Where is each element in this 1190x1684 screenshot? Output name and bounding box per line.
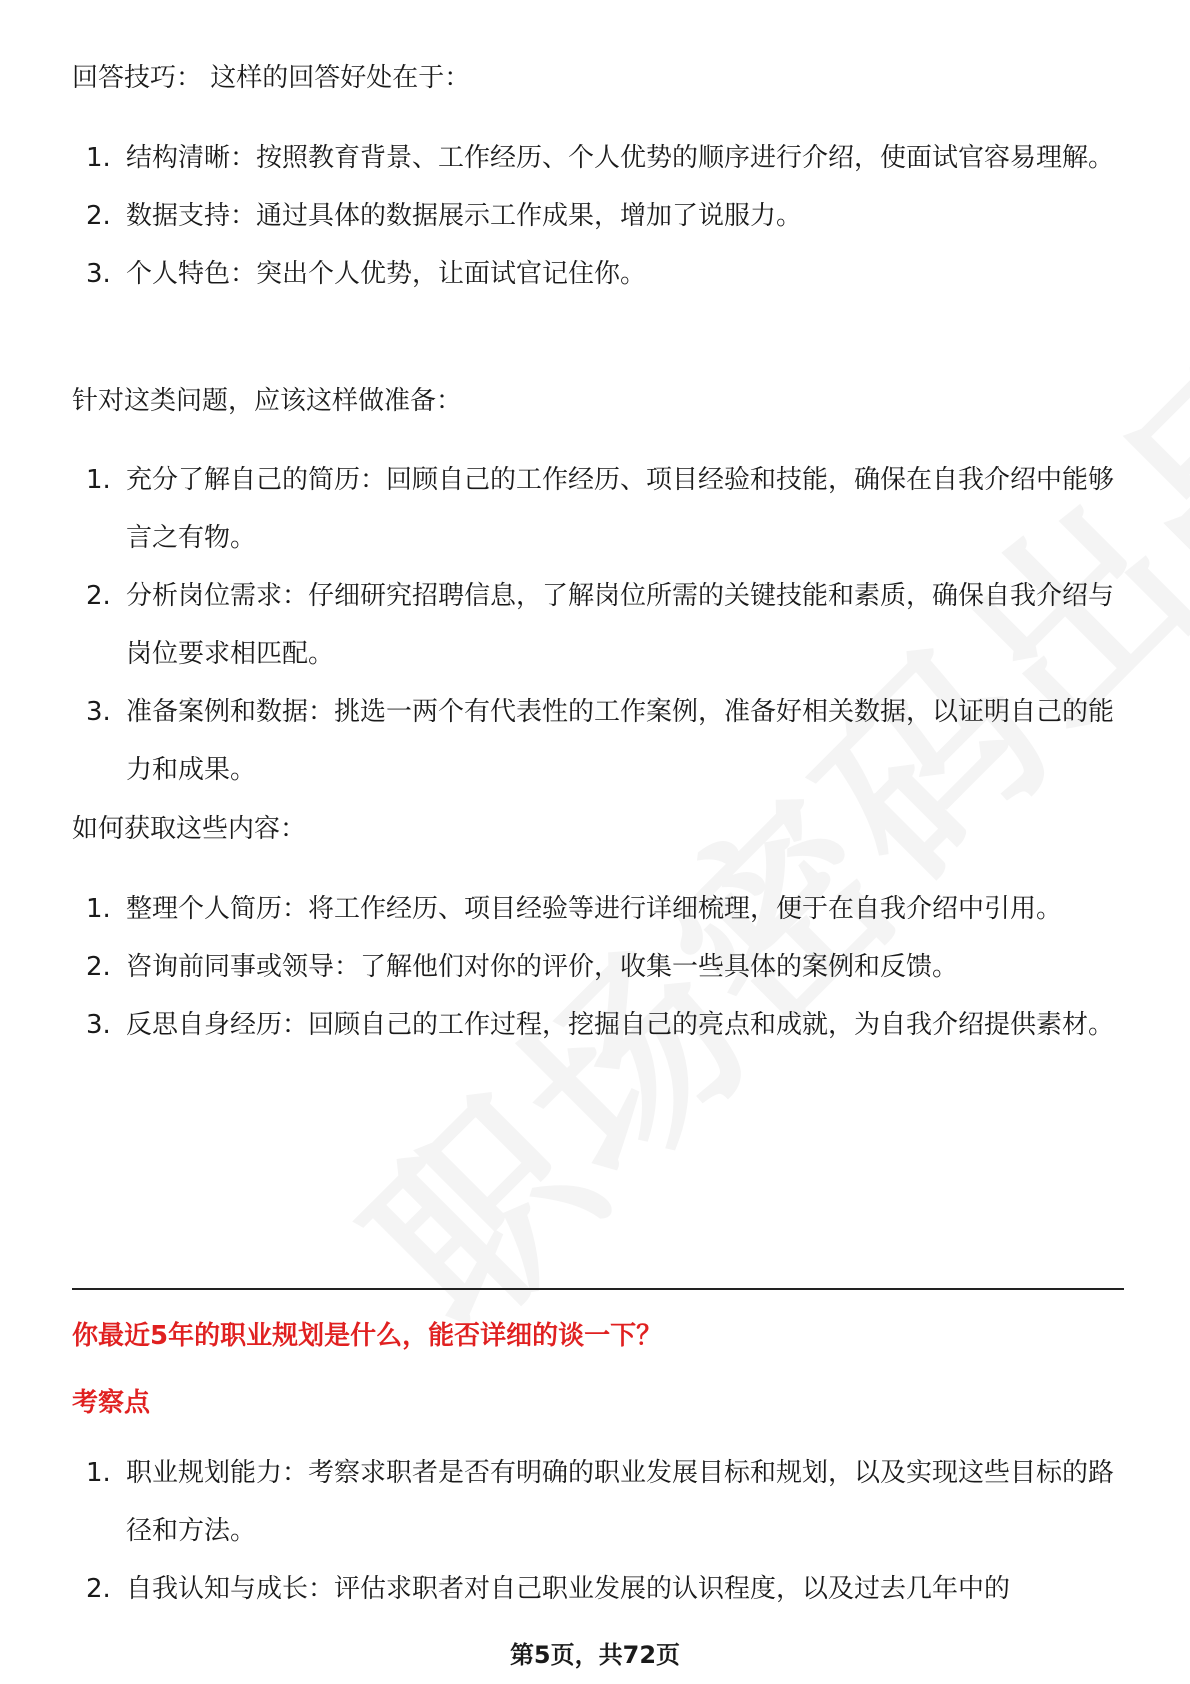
list-item: [72, 996, 1122, 1054]
list-text: 个人特色：突出个人优势，让面试官记住你。: [126, 259, 647, 289]
list-item: [72, 880, 1122, 938]
acquire-content-list: [72, 880, 1122, 1054]
list-item: [72, 683, 1122, 799]
list-number: 3.: [86, 259, 111, 289]
list-item: [72, 1444, 1122, 1560]
answer-tips-list: [72, 129, 1122, 303]
list-text: 职业规划能力：考察求职者是否有明确的职业发展目标和规划，以及实现这些目标的路径和方法。: [126, 1458, 1115, 1546]
list-text: 反思自身经历：回顾自己的工作过程，挖掘自己的亮点和成就，为自我介绍提供素材。: [126, 1010, 1115, 1040]
list-number: 2.: [86, 1574, 111, 1604]
list-text: 数据支持：通过具体的数据展示工作成果，增加了说服力。: [126, 201, 803, 231]
list-item: [72, 567, 1122, 683]
acquire-content-heading: 如何获取这些内容：: [72, 814, 307, 844]
list-text: 咨询前同事或领导：了解他们对你的评价，收集一些具体的案例和反馈。: [126, 952, 959, 982]
list-number: 2.: [86, 952, 111, 982]
watermark: [296, 276, 1190, 1380]
answer-tips-heading: 回答技巧： 这样的回答好处在于：: [72, 63, 471, 93]
section-divider: [72, 1288, 1124, 1290]
list-number: 3.: [86, 1010, 111, 1040]
list-item: [72, 187, 1122, 245]
list-text: 整理个人简历：将工作经历、项目经验等进行详细梳理，便于在自我介绍中引用。: [126, 894, 1063, 924]
list-item: [72, 1560, 1122, 1618]
preparation-list: [72, 451, 1122, 799]
list-number: 1.: [86, 465, 111, 495]
page-number: 第5页，共72页: [509, 1641, 681, 1669]
assessment-points-heading: 考察点: [72, 1388, 151, 1418]
list-item: [72, 245, 1122, 303]
list-number: 2.: [86, 201, 111, 231]
assessment-points-list: [72, 1444, 1122, 1618]
list-text: 结构清晰：按照教育背景、工作经历、个人优势的顺序进行介绍，使面试官容易理解。: [126, 143, 1115, 173]
list-number: 3.: [86, 697, 111, 727]
list-item: [72, 938, 1122, 996]
list-item: [72, 451, 1122, 567]
list-text: 自我认知与成长：评估求职者对自己职业发展的认识程度，以及过去几年中的: [126, 1574, 1011, 1604]
list-item: [72, 129, 1122, 187]
question-title: 你最近5年的职业规划是什么，能否详细的谈一下？: [72, 1321, 663, 1351]
list-text: 准备案例和数据：挑选一两个有代表性的工作案例，准备好相关数据，以证明自己的能力和成果。: [126, 697, 1115, 785]
list-text: 分析岗位需求：仔细研究招聘信息，了解岗位所需的关键技能和素质，确保自我介绍与岗位要求相匹配。: [126, 581, 1115, 669]
list-number: 1.: [86, 1458, 111, 1488]
list-text: 充分了解自己的简历：回顾自己的工作经历、项目经验和技能，确保在自我介绍中能够言之有物。: [126, 465, 1115, 553]
list-number: 1.: [86, 894, 111, 924]
list-number: 2.: [86, 581, 111, 611]
preparation-heading: 针对这类问题，应该这样做准备：: [72, 386, 463, 416]
list-number: 1.: [86, 143, 111, 173]
